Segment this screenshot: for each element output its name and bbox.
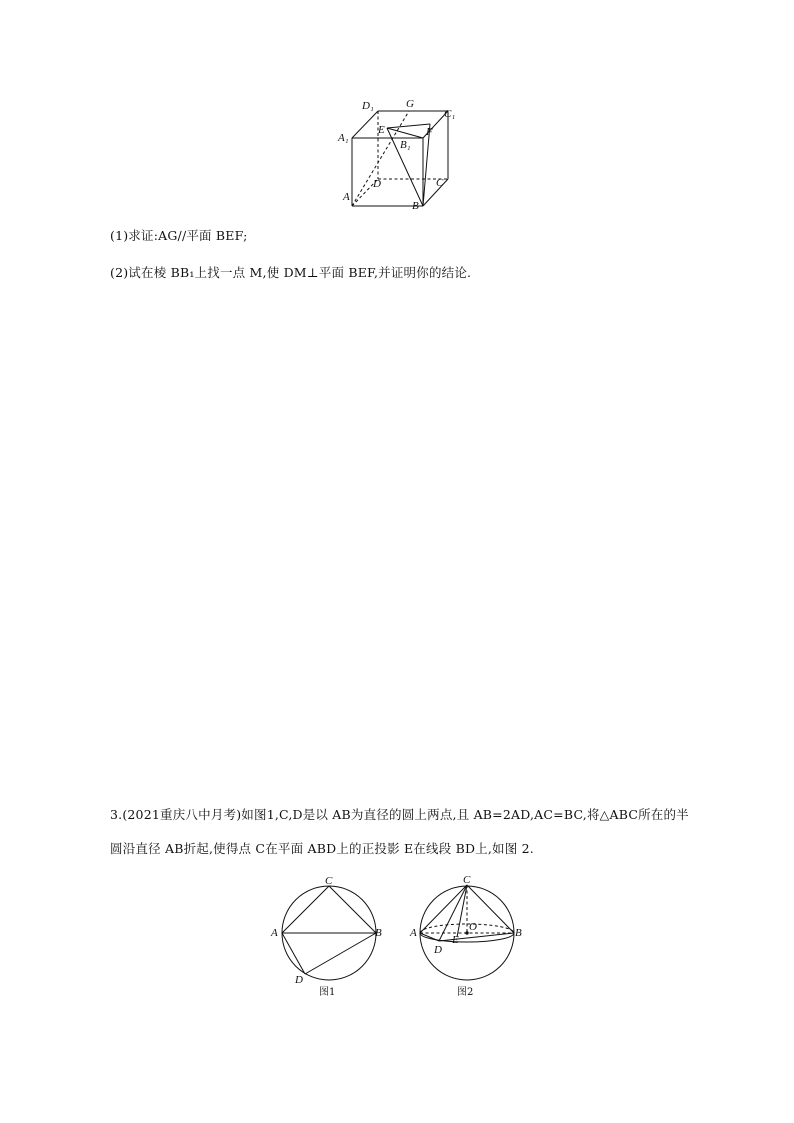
label-C: C [436, 177, 444, 189]
fig1-label-B: B [375, 927, 382, 939]
fig2-label-O: O [469, 921, 477, 933]
label-D1: D₁ [362, 100, 374, 112]
label-C1: C₁ [444, 108, 456, 120]
label-A1: A₁ [338, 132, 349, 144]
label-B1: B₁ [400, 139, 411, 151]
part2-text: (2)试在棱 BB₁上找一点 M,使 DM⊥平面 BEF,并证明你的结论. [110, 265, 472, 280]
fig2-label-E: E [452, 934, 459, 946]
fig2-label-B: B [515, 927, 522, 939]
fig1-caption: 图1 [319, 987, 336, 998]
circle-figure-2 [408, 873, 528, 998]
fig2-label-A: A [410, 927, 417, 939]
part1-text: (1)求证:AG∕∕平面 BEF; [110, 228, 248, 243]
fig1-label-C: C [325, 875, 333, 887]
label-A: A [343, 191, 350, 203]
label-F: F [426, 126, 433, 138]
label-G: G [406, 98, 414, 110]
fig1-label-A: A [271, 927, 278, 939]
label-B: B [412, 200, 419, 212]
label-D: D [373, 178, 381, 190]
fig2-label-C: C [463, 874, 471, 886]
cube-figure [330, 95, 470, 215]
problem3-line2: 圆沿直径 AB折起,使得点 C在平面 ABD上的正投影 E在线段 BD上,如图 2. [110, 841, 534, 856]
circle-figure-1 [268, 873, 388, 998]
fig2-caption: 图2 [457, 987, 474, 998]
label-E: E [378, 124, 385, 136]
fig1-label-D: D [295, 974, 303, 986]
problem3-line1: 3.(2021重庆八中月考)如图1,C,D是以 AB为直径的圆上两点,且 AB=2AD,AC=BC,将△ABC所在的半 [110, 807, 689, 822]
fig2-label-D: D [434, 944, 442, 956]
